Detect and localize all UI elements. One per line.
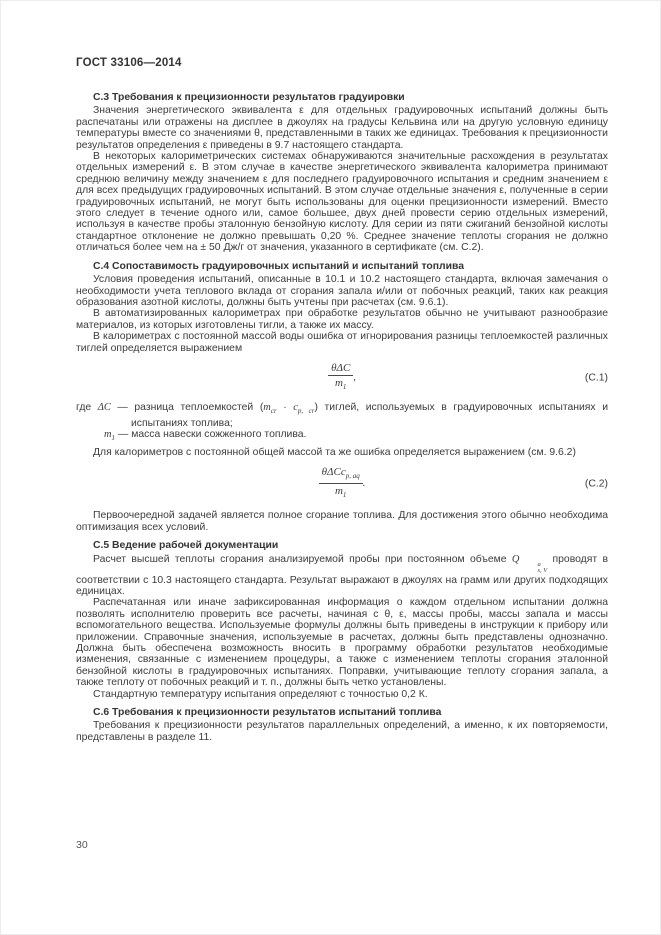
formula-c2-label: (С.2)	[584, 477, 608, 489]
formula-c2-fraction	[319, 466, 363, 501]
page-content	[76, 92, 608, 743]
formula-definitions	[76, 402, 608, 444]
symbol-delta-c: ΔC	[97, 402, 111, 414]
section-c4-paragraph-5: Первоочередной задачей является полное сгорание топлива. Для достижения этого обычно необходима оптимизация всех условий.	[76, 510, 608, 533]
formula-c1-trailing: ,	[353, 371, 356, 383]
section-c4-paragraph-2: В автоматизированных калориметрах при обработке результатов обычно не учитывают разнообразие материалов, из которых изготовлены тигли, а также их массу.	[76, 308, 608, 331]
formula-c2-denominator: $m_1$	[334, 485, 347, 500]
section-c5-paragraph-3: Стандартную температуру испытания определяют с точностью 0,2 К.	[93, 688, 428, 700]
symbol-m1: m	[104, 429, 112, 441]
definition-m1: $m_1$ — масса навески сожженного топлива.	[104, 429, 307, 443]
standard-number: ГОСТ 33106—2014	[76, 57, 182, 69]
formula-c1-label: (С.1)	[584, 371, 608, 383]
formula-c1-denominator: $m_1$	[334, 376, 347, 392]
formula-c2-numerator: θΔCc$_{p, aq}$	[319, 466, 363, 484]
symbol-m-cr: m	[263, 402, 271, 414]
symbol-c-p-cr: c	[293, 402, 298, 414]
section-c4-paragraph-1: Условия проведения испытаний, описанные в 10.1 и 10.2 настоящего стандарта, включая замечания о необходимости учета теплового вклада от сгорания запала и/или от побочных реакций, таких как реакция образования азотной кислоты, должны быть учтены при расчетах (см. 9.6.1).	[76, 274, 608, 308]
definition-delta-c: где ΔC — разница теплоемкостей $(m_{cr} \cdot c_{p, cr})$ тиглей, используемых в градуировочных испытаниях и испытаниях топлива;	[76, 402, 609, 429]
section-c4-paragraph-4: Для калориметров с постоянной общей массой та же ошибка определяется выражением (см. 9.6.2)	[93, 446, 576, 458]
formula-c1-fraction	[328, 362, 353, 393]
section-c5-paragraph-1: Расчет высшей теплоты сгорания анализируемой пробы при постоянном объеме Q a s, V проводят в соответствии с 10.3 настоящего стандарта. Результат выражают в джоулях на грамм или других подходящих единицах.	[76, 553, 608, 597]
symbol-q-gross: Q	[511, 553, 520, 565]
section-c4-paragraph-3: В калориметрах с постоянной массой воды ошибка от игнорирования разницы теплоемкостей различных тиглей определяется выражением	[76, 331, 608, 354]
section-c5-heading: С.5 Ведение рабочей документации	[93, 540, 279, 552]
section-c6-heading: С.6 Требования к прецизионности результатов испытаний топлива	[93, 706, 442, 718]
section-c5-paragraph-2: Распечатанная или иначе зафиксированная информация о каждом отдельном испытании должна позволять исполнителю проверить все расчеты, начиная с θ, ε, массы пробы, массы запала и массы вспомогательного вещества. Используемые формулы должны быть приведены в инструкции к прибору или приложении. Справочные значения, используемые в расчетах, должны быть представлены однозначно. Должна быть обеспечена возможность вносить в программу обработки результатов необходимые изменения, связанные с изменением процедуры, а также с изменением теплоты сгорания эталонной бензойной кислоты в градуировочных испытаниях. Поправки, учитывающие теплоту сгорания запала, а также теплоту от побочных реакций и т. п., должны быть четко установлены.	[76, 597, 608, 689]
symbol-q-scripts: a s, V	[537, 560, 548, 574]
section-c4-heading: С.4 Сопоставимость градуировочных испытаний и испытаний топлива	[93, 260, 465, 272]
formula-c1-numerator: θΔC	[328, 362, 353, 376]
section-c3-heading: С.3 Требования к прецизионности результатов градуировки	[93, 92, 405, 103]
section-c3-paragraph-2: В некоторых калориметрических системах обнаруживаются значительные расхождения в результатах отдельных измерений ε. В этом случае в качестве энергетического эквивалента калориметра принимают среднюю величину между значением ε для последнего градуировочного испытания и средним значением ε для всех предыдущих градуировочных испытаний. В этом случае отдельные значения ε, полученные в серии градуировочных испытаний, не могут быть использованы для оценки прецизионности измерений. Вместо этого следует в течение одного или, самое большее, двух дней провести серию отдельных измерений, используя в качестве пробы эталонную бензойную кислоту. Для серии из пяти сжиганий бензойной кислоты стандартное отклонение не должно превышать 0,20 %. Среднее значение теплоты сгорания не должно отличаться более чем на ± 50 Дж/г от значения, указанного в сертификате (см. С.2).	[76, 151, 608, 254]
formula-c2	[76, 466, 608, 501]
page-number: 30	[76, 839, 88, 851]
formula-c1	[76, 362, 608, 393]
section-c6-paragraph-1: Требования к прецизионности результатов параллельных определений, а именно, к их повторяемости, представлены в разделе 11.	[76, 720, 608, 743]
formula-c2-trailing: .	[362, 477, 366, 489]
section-c3-paragraph-1: Значения энергетического эквивалента ε для отдельных градуировочных испытаний должны быть распечатаны или отражены на дисплее в джоулях на градусы Кельвина или на другую условную единицу температуры вместе со значениями θ, представленными в таких же единицах. Требования к прецизионности результатов определения ε приведены в 9.7 настоящего стандарта.	[76, 105, 608, 151]
